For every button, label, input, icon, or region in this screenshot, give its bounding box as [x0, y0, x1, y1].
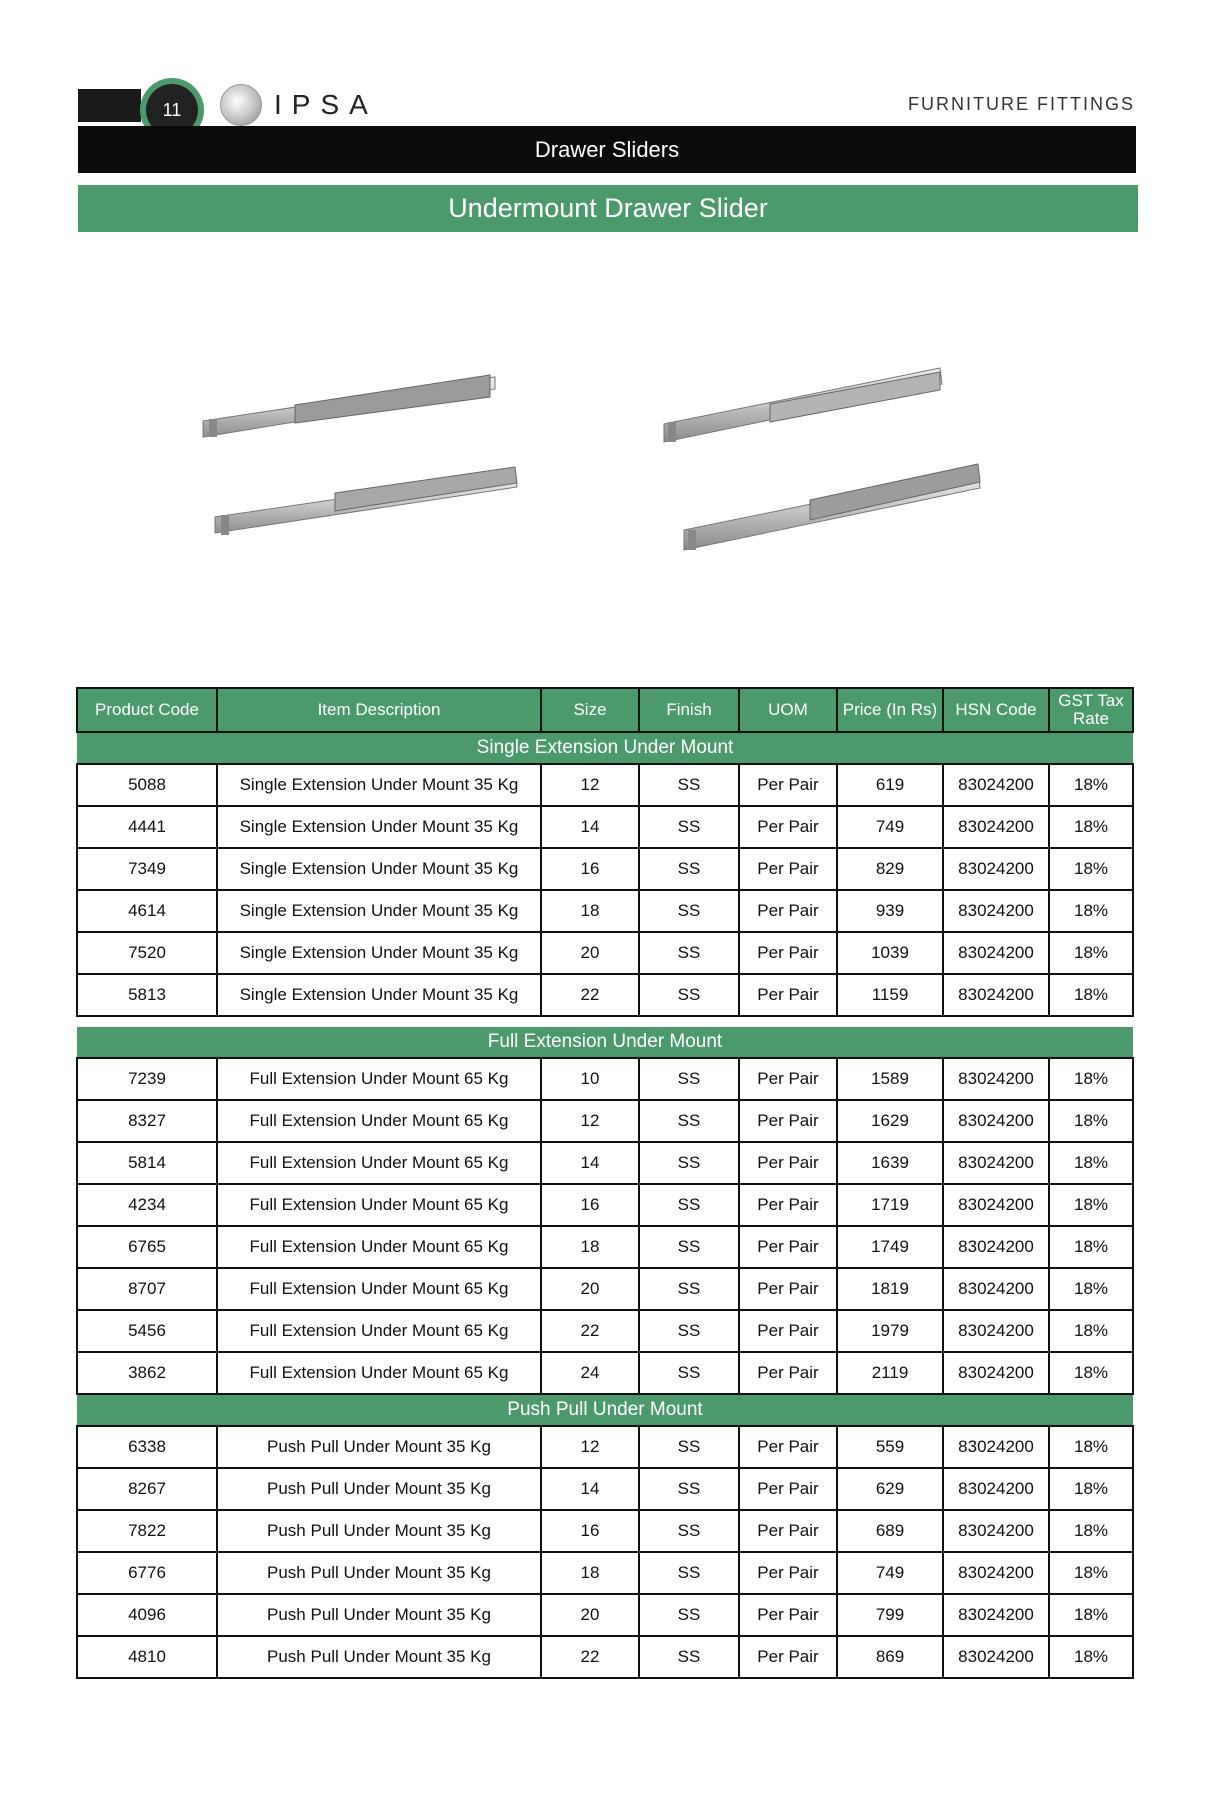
- cell-price: 749: [837, 1552, 943, 1594]
- cell-size: 20: [541, 1268, 639, 1310]
- cell-gst-tax-rate: 18%: [1049, 848, 1133, 890]
- cell-product-code: 6765: [77, 1226, 217, 1268]
- section-heading: Single Extension Under Mount: [77, 732, 1133, 764]
- cell-product-code: 4096: [77, 1594, 217, 1636]
- table-row: [77, 1268, 1133, 1310]
- cell-item-description: Single Extension Under Mount 35 Kg: [217, 890, 541, 932]
- cell-gst-tax-rate: 18%: [1049, 1100, 1133, 1142]
- cell-size: 14: [541, 1468, 639, 1510]
- table-row: [77, 1142, 1133, 1184]
- cell-size: 14: [541, 806, 639, 848]
- cell-hsn-code: 83024200: [943, 890, 1049, 932]
- cell-size: 20: [541, 1594, 639, 1636]
- cell-finish: SS: [639, 1100, 739, 1142]
- cell-uom: Per Pair: [739, 1142, 837, 1184]
- cell-price: 689: [837, 1510, 943, 1552]
- cell-hsn-code: 83024200: [943, 1226, 1049, 1268]
- cell-item-description: Push Pull Under Mount 35 Kg: [217, 1636, 541, 1678]
- cell-uom: Per Pair: [739, 1226, 837, 1268]
- cell-gst-tax-rate: 18%: [1049, 1426, 1133, 1468]
- cell-product-code: 8267: [77, 1468, 217, 1510]
- cell-product-code: 5456: [77, 1310, 217, 1352]
- cell-size: 22: [541, 1310, 639, 1352]
- cell-uom: Per Pair: [739, 764, 837, 806]
- section-heading: Full Extension Under Mount: [77, 1027, 1133, 1058]
- header-size: Size: [541, 688, 639, 732]
- cell-item-description: Full Extension Under Mount 65 Kg: [217, 1142, 541, 1184]
- cell-finish: SS: [639, 1310, 739, 1352]
- cell-price: 1629: [837, 1100, 943, 1142]
- cell-hsn-code: 83024200: [943, 1552, 1049, 1594]
- cell-finish: SS: [639, 1268, 739, 1310]
- table-row: [77, 1636, 1133, 1678]
- cell-uom: Per Pair: [739, 1100, 837, 1142]
- cell-product-code: 6338: [77, 1426, 217, 1468]
- cell-hsn-code: 83024200: [943, 1468, 1049, 1510]
- table-row: [77, 1226, 1133, 1268]
- section-heading-row: [77, 732, 1133, 764]
- cell-size: 12: [541, 1100, 639, 1142]
- header-hsn-code: HSN Code: [943, 688, 1049, 732]
- cell-size: 16: [541, 1184, 639, 1226]
- brand-name: IPSA: [274, 89, 378, 120]
- cell-gst-tax-rate: 18%: [1049, 1468, 1133, 1510]
- cell-price: 1719: [837, 1184, 943, 1226]
- table-row: [77, 1310, 1133, 1352]
- cell-finish: SS: [639, 848, 739, 890]
- product-photo-right: [660, 360, 1000, 560]
- cell-uom: Per Pair: [739, 1468, 837, 1510]
- cell-finish: SS: [639, 1468, 739, 1510]
- cell-finish: SS: [639, 764, 739, 806]
- cell-hsn-code: 83024200: [943, 1426, 1049, 1468]
- cell-hsn-code: 83024200: [943, 1310, 1049, 1352]
- cell-hsn-code: 83024200: [943, 1100, 1049, 1142]
- cell-hsn-code: 83024200: [943, 1058, 1049, 1100]
- table-row: [77, 1594, 1133, 1636]
- cell-uom: Per Pair: [739, 1184, 837, 1226]
- cell-hsn-code: 83024200: [943, 764, 1049, 806]
- cell-price: 939: [837, 890, 943, 932]
- cell-gst-tax-rate: 18%: [1049, 1058, 1133, 1100]
- cell-finish: SS: [639, 1184, 739, 1226]
- cell-item-description: Push Pull Under Mount 35 Kg: [217, 1426, 541, 1468]
- cell-size: 22: [541, 1636, 639, 1678]
- cell-finish: SS: [639, 1594, 739, 1636]
- table-row: [77, 848, 1133, 890]
- cell-finish: SS: [639, 1510, 739, 1552]
- cell-hsn-code: 83024200: [943, 1142, 1049, 1184]
- cell-hsn-code: 83024200: [943, 1184, 1049, 1226]
- cell-item-description: Push Pull Under Mount 35 Kg: [217, 1468, 541, 1510]
- cell-product-code: 6776: [77, 1552, 217, 1594]
- cell-hsn-code: 83024200: [943, 1510, 1049, 1552]
- cell-product-code: 4234: [77, 1184, 217, 1226]
- cell-product-code: 7349: [77, 848, 217, 890]
- cell-hsn-code: 83024200: [943, 1594, 1049, 1636]
- header-finish: Finish: [639, 688, 739, 732]
- cell-finish: SS: [639, 974, 739, 1016]
- cell-finish: SS: [639, 1226, 739, 1268]
- cell-price: 2119: [837, 1352, 943, 1394]
- group-spacer: [77, 1016, 1133, 1027]
- cell-gst-tax-rate: 18%: [1049, 1226, 1133, 1268]
- cell-finish: SS: [639, 1352, 739, 1394]
- cell-price: 1979: [837, 1310, 943, 1352]
- cell-gst-tax-rate: 18%: [1049, 1268, 1133, 1310]
- cell-finish: SS: [639, 1552, 739, 1594]
- cell-item-description: Full Extension Under Mount 65 Kg: [217, 1310, 541, 1352]
- header-bar: [78, 89, 141, 122]
- cell-finish: SS: [639, 932, 739, 974]
- cell-item-description: Full Extension Under Mount 65 Kg: [217, 1226, 541, 1268]
- cell-item-description: Push Pull Under Mount 35 Kg: [217, 1594, 541, 1636]
- cell-product-code: 4810: [77, 1636, 217, 1678]
- cell-product-code: 5814: [77, 1142, 217, 1184]
- cell-price: 749: [837, 806, 943, 848]
- cell-uom: Per Pair: [739, 1594, 837, 1636]
- cell-gst-tax-rate: 18%: [1049, 1594, 1133, 1636]
- table-row: [77, 806, 1133, 848]
- cell-item-description: Single Extension Under Mount 35 Kg: [217, 806, 541, 848]
- cell-price: 619: [837, 764, 943, 806]
- cell-price: 799: [837, 1594, 943, 1636]
- cell-uom: Per Pair: [739, 1268, 837, 1310]
- cell-gst-tax-rate: 18%: [1049, 1310, 1133, 1352]
- cell-uom: Per Pair: [739, 1426, 837, 1468]
- header-price: Price (In Rs): [837, 688, 943, 732]
- table-row: [77, 1184, 1133, 1226]
- cell-size: 18: [541, 1552, 639, 1594]
- header-product-code: Product Code: [77, 688, 217, 732]
- table-row: [77, 1552, 1133, 1594]
- cell-size: 20: [541, 932, 639, 974]
- cell-uom: Per Pair: [739, 848, 837, 890]
- table-row: [77, 1100, 1133, 1142]
- cell-item-description: Single Extension Under Mount 35 Kg: [217, 974, 541, 1016]
- product-title: Undermount Drawer Slider: [78, 185, 1138, 232]
- cell-uom: Per Pair: [739, 932, 837, 974]
- table-row: [77, 764, 1133, 806]
- cell-product-code: 4614: [77, 890, 217, 932]
- cell-item-description: Full Extension Under Mount 65 Kg: [217, 1058, 541, 1100]
- cell-uom: Per Pair: [739, 1058, 837, 1100]
- header-gst-tax-rate: GST Tax Rate: [1049, 688, 1133, 732]
- cell-product-code: 8327: [77, 1100, 217, 1142]
- cell-finish: SS: [639, 1426, 739, 1468]
- table-row: [77, 890, 1133, 932]
- table-row: [77, 1510, 1133, 1552]
- cell-product-code: 5813: [77, 974, 217, 1016]
- cell-uom: Per Pair: [739, 1636, 837, 1678]
- cell-gst-tax-rate: 18%: [1049, 1142, 1133, 1184]
- cell-item-description: Full Extension Under Mount 65 Kg: [217, 1184, 541, 1226]
- price-table: [76, 687, 1134, 1679]
- cell-uom: Per Pair: [739, 1510, 837, 1552]
- cell-price: 1639: [837, 1142, 943, 1184]
- header-uom: UOM: [739, 688, 837, 732]
- header-item-description: Item Description: [217, 688, 541, 732]
- cell-size: 12: [541, 764, 639, 806]
- cell-hsn-code: 83024200: [943, 932, 1049, 974]
- cell-hsn-code: 83024200: [943, 806, 1049, 848]
- page-number: 11: [146, 84, 198, 136]
- group-spacer-cell: [77, 1016, 1133, 1027]
- cell-gst-tax-rate: 18%: [1049, 1184, 1133, 1226]
- cell-item-description: Full Extension Under Mount 65 Kg: [217, 1352, 541, 1394]
- section-heading: Push Pull Under Mount: [77, 1394, 1133, 1426]
- table-row: [77, 1426, 1133, 1468]
- brand-logo-icon: [220, 84, 262, 126]
- cell-product-code: 3862: [77, 1352, 217, 1394]
- cell-size: 24: [541, 1352, 639, 1394]
- cell-size: 18: [541, 890, 639, 932]
- cell-uom: Per Pair: [739, 806, 837, 848]
- cell-item-description: Single Extension Under Mount 35 Kg: [217, 848, 541, 890]
- table-row: [77, 974, 1133, 1016]
- cell-price: 1589: [837, 1058, 943, 1100]
- cell-uom: Per Pair: [739, 1352, 837, 1394]
- cell-gst-tax-rate: 18%: [1049, 974, 1133, 1016]
- cell-gst-tax-rate: 18%: [1049, 1352, 1133, 1394]
- cell-gst-tax-rate: 18%: [1049, 1636, 1133, 1678]
- cell-uom: Per Pair: [739, 890, 837, 932]
- cell-item-description: Full Extension Under Mount 65 Kg: [217, 1100, 541, 1142]
- cell-price: 1819: [837, 1268, 943, 1310]
- cell-hsn-code: 83024200: [943, 1352, 1049, 1394]
- cell-size: 22: [541, 974, 639, 1016]
- table-row: [77, 1058, 1133, 1100]
- cell-hsn-code: 83024200: [943, 848, 1049, 890]
- cell-uom: Per Pair: [739, 974, 837, 1016]
- cell-finish: SS: [639, 890, 739, 932]
- section-heading-row: [77, 1027, 1133, 1058]
- cell-gst-tax-rate: 18%: [1049, 806, 1133, 848]
- cell-product-code: 8707: [77, 1268, 217, 1310]
- cell-size: 16: [541, 848, 639, 890]
- table-row: [77, 1468, 1133, 1510]
- cell-item-description: Push Pull Under Mount 35 Kg: [217, 1510, 541, 1552]
- cell-finish: SS: [639, 1142, 739, 1184]
- cell-size: 14: [541, 1142, 639, 1184]
- category-label: FURNITURE FITTINGS: [908, 94, 1135, 114]
- table-header-row: [77, 688, 1133, 732]
- cell-finish: SS: [639, 806, 739, 848]
- cell-gst-tax-rate: 18%: [1049, 1552, 1133, 1594]
- cell-gst-tax-rate: 18%: [1049, 890, 1133, 932]
- section-heading-row: [77, 1394, 1133, 1426]
- cell-product-code: 7822: [77, 1510, 217, 1552]
- cell-hsn-code: 83024200: [943, 974, 1049, 1016]
- section-title: Drawer Sliders: [78, 126, 1136, 173]
- product-photo-left: [195, 365, 535, 565]
- cell-item-description: Single Extension Under Mount 35 Kg: [217, 932, 541, 974]
- cell-price: 829: [837, 848, 943, 890]
- cell-item-description: Push Pull Under Mount 35 Kg: [217, 1552, 541, 1594]
- cell-price: 1039: [837, 932, 943, 974]
- table-row: [77, 932, 1133, 974]
- cell-finish: SS: [639, 1058, 739, 1100]
- cell-size: 18: [541, 1226, 639, 1268]
- cell-gst-tax-rate: 18%: [1049, 764, 1133, 806]
- cell-price: 1159: [837, 974, 943, 1016]
- cell-gst-tax-rate: 18%: [1049, 1510, 1133, 1552]
- cell-item-description: Single Extension Under Mount 35 Kg: [217, 764, 541, 806]
- cell-finish: SS: [639, 1636, 739, 1678]
- cell-price: 869: [837, 1636, 943, 1678]
- cell-product-code: 7520: [77, 932, 217, 974]
- cell-size: 16: [541, 1510, 639, 1552]
- cell-product-code: 5088: [77, 764, 217, 806]
- cell-hsn-code: 83024200: [943, 1636, 1049, 1678]
- cell-price: 629: [837, 1468, 943, 1510]
- cell-uom: Per Pair: [739, 1310, 837, 1352]
- cell-price: 1749: [837, 1226, 943, 1268]
- cell-item-description: Full Extension Under Mount 65 Kg: [217, 1268, 541, 1310]
- cell-price: 559: [837, 1426, 943, 1468]
- cell-hsn-code: 83024200: [943, 1268, 1049, 1310]
- cell-product-code: 7239: [77, 1058, 217, 1100]
- cell-uom: Per Pair: [739, 1552, 837, 1594]
- cell-size: 10: [541, 1058, 639, 1100]
- cell-size: 12: [541, 1426, 639, 1468]
- table-row: [77, 1352, 1133, 1394]
- cell-gst-tax-rate: 18%: [1049, 932, 1133, 974]
- cell-product-code: 4441: [77, 806, 217, 848]
- brand-logo: [220, 84, 378, 126]
